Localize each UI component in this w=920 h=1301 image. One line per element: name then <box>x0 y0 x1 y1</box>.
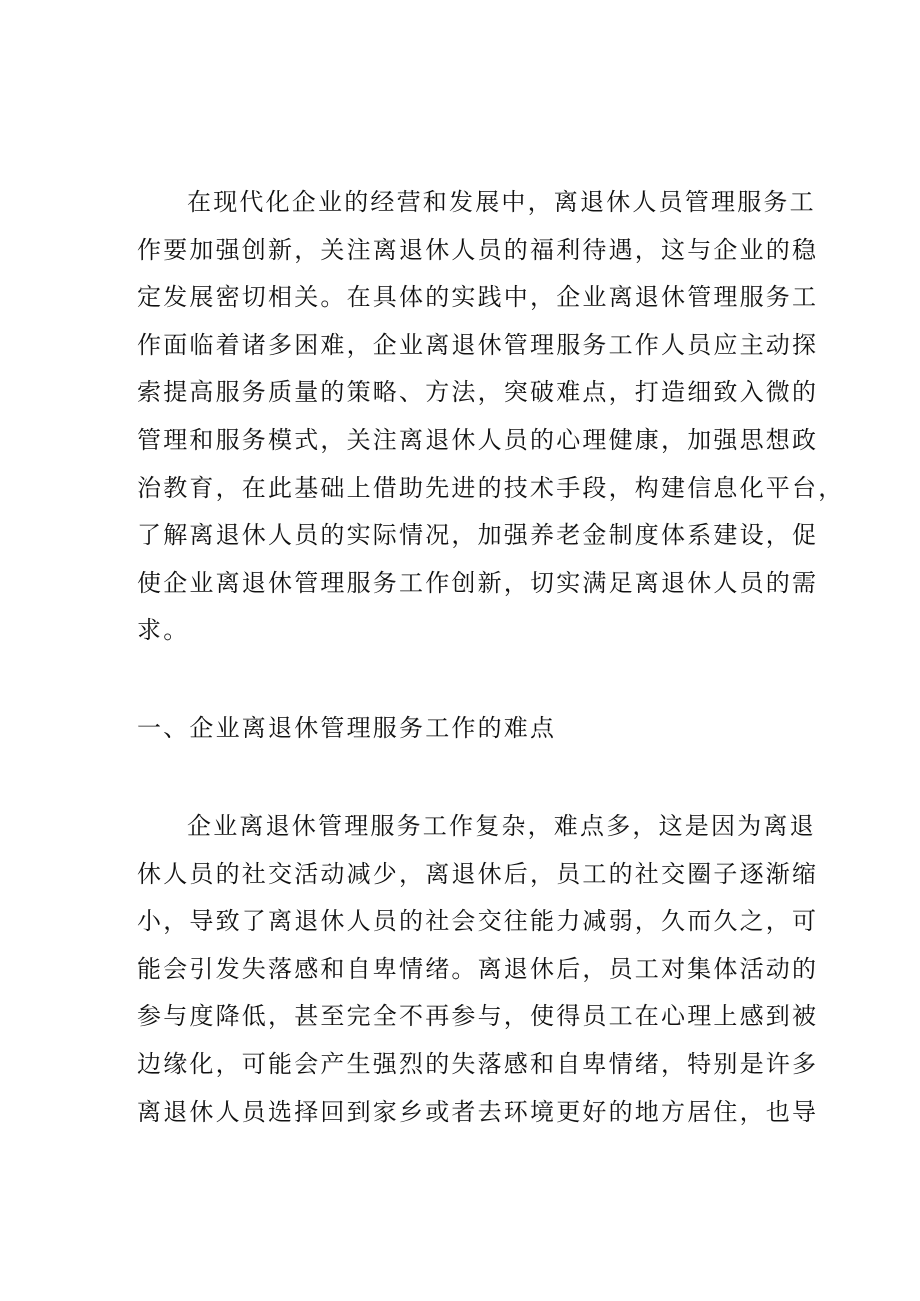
paragraph-line: 索提高服务质量的策略、方法，突破难点，打造细致入微的 <box>137 378 819 407</box>
paragraph-line: 作要加强创新，关注离退休人员的福利待遇，这与企业的稳 <box>137 235 819 264</box>
paragraph-line: 参与度降低，甚至完全不再参与，使得员工在心理上感到被 <box>137 1002 819 1031</box>
paragraph-line: 小，导致了离退休人员的社会交往能力减弱，久而久之，可 <box>137 907 819 936</box>
paragraph-line: 使企业离退休管理服务工作创新，切实满足离退休人员的需 <box>137 568 819 597</box>
section-paragraph <box>137 803 819 1136</box>
paragraph-line: 管理和服务模式，关注离退休人员的心理健康，加强思想政 <box>137 425 819 454</box>
paragraph-line: 休人员的社交活动减少，离退休后，员工的社交圈子逐渐缩 <box>137 859 819 888</box>
paragraph-line: 能会引发失落感和自卑情绪。离退休后，员工对集体活动的 <box>137 954 819 983</box>
paragraph-line: 在现代化企业的经营和发展中，离退休人员管理服务工 <box>187 188 816 216</box>
paragraph-line: 了解离退休人员的实际情况，加强养老金制度体系建设，促 <box>137 521 819 550</box>
section-heading <box>137 705 787 753</box>
section-heading-text: 一、企业离退休管理服务工作的难点 <box>137 714 557 742</box>
paragraph-line: 求。 <box>137 616 190 645</box>
paragraph-line: 治教育，在此基础上借助先进的技术手段，构建信息化平台， <box>137 473 845 502</box>
paragraph-line: 边缘化，可能会产生强烈的失落感和自卑情绪，特别是许多 <box>137 1049 819 1078</box>
paragraph-line: 作面临着诸多困难，企业离退休管理服务工作人员应主动探 <box>137 330 819 359</box>
paragraph-line: 离退休人员选择回到家乡或者去环境更好的地方居住，也导 <box>137 1097 819 1126</box>
intro-paragraph <box>137 179 845 655</box>
paragraph-line: 企业离退休管理服务工作复杂，难点多，这是因为离退 <box>187 812 816 840</box>
paragraph-line: 定发展密切相关。在具体的实践中，企业离退休管理服务工 <box>137 283 819 312</box>
